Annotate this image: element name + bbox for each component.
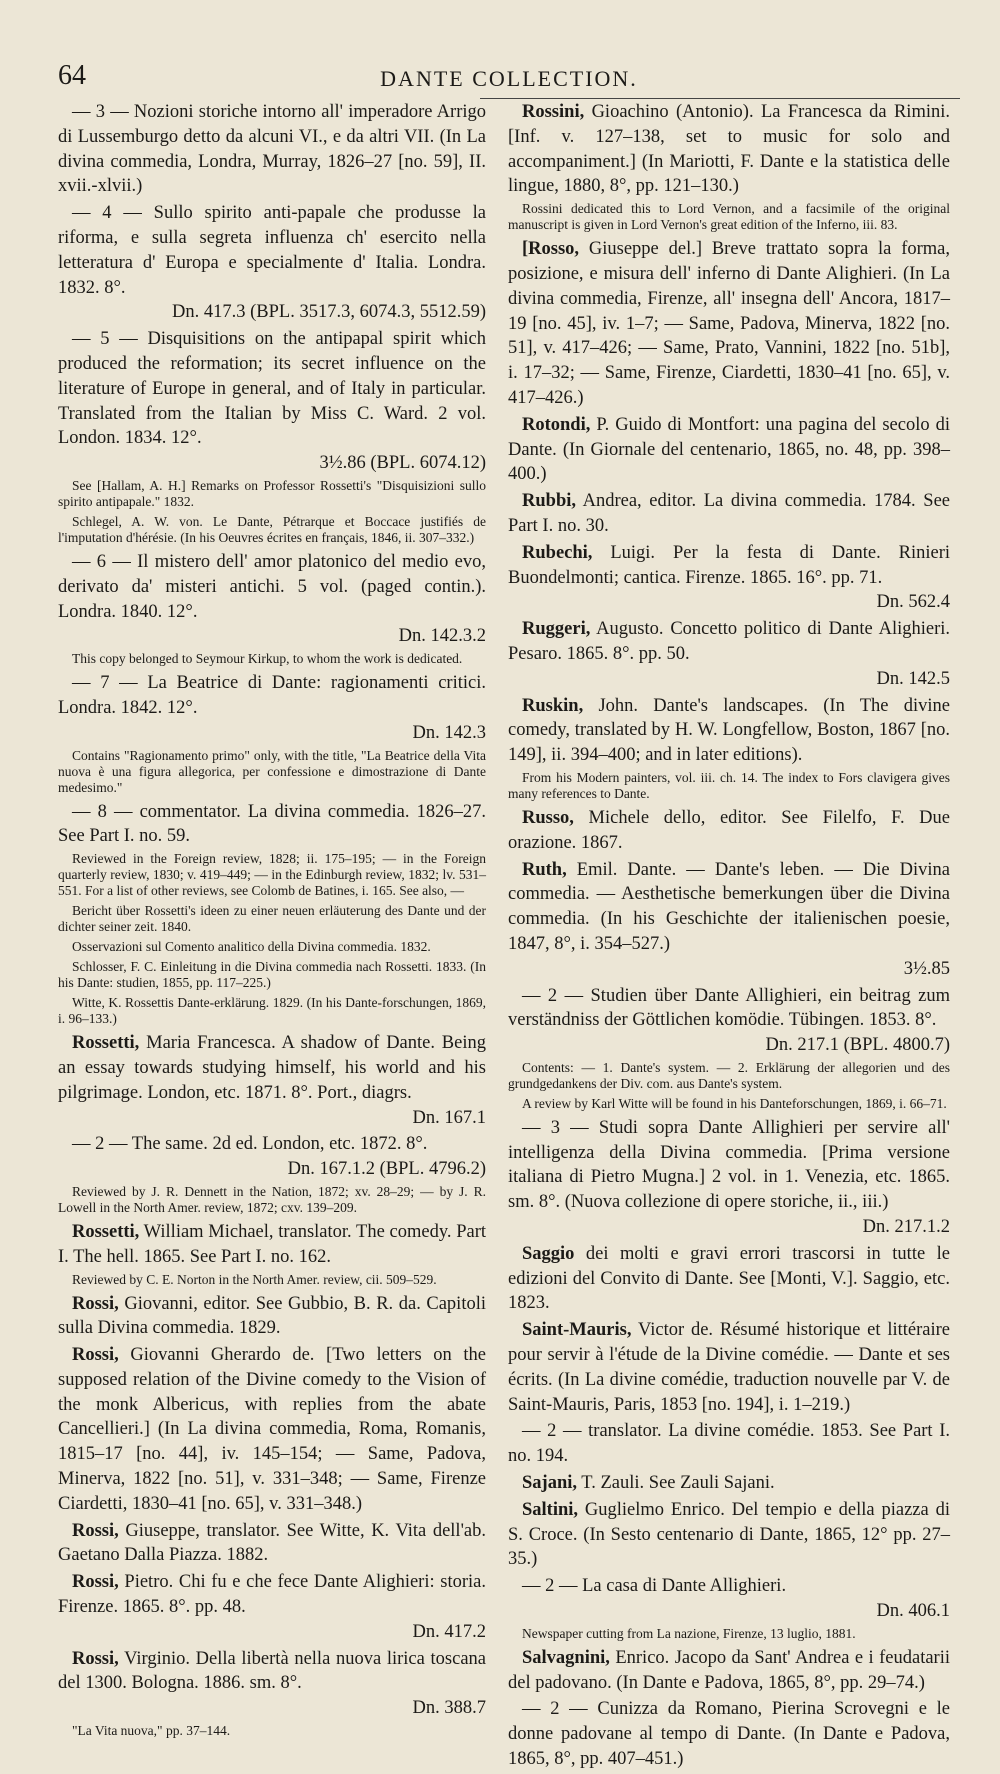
call-number: Dn. 406.1 (876, 1601, 950, 1622)
entry-heading: [Rosso, (522, 239, 580, 260)
entry-note: Contents: — 1. Dante's system. — 2. Erklärung der allegorien und des grundgedankens der Div. com. aus Dante's system. (508, 1059, 950, 1091)
entry-text: Augusto. Concetto politico di Dante Alighieri. Pesaro. 1865. 8°. pp. 50. (508, 619, 950, 664)
entry-text: John. Dante's landscapes. (In The divine comedy, translated by H. W. Longfellow, Boston, 1867 [no. 149], ii. 394–400; and in later editions). (508, 695, 950, 766)
running-title: DANTE COLLECTION. (380, 66, 638, 91)
entry-rossetti-gabriele-5: — 5 — Disquisitions on the antipapal spirit which produced the reformation; its secret influence on the literature of Europe in general, and of Italy in particular. Translated from the Italian by Miss C. Ward. 2 vol. London. 1834. 12°. (58, 329, 486, 449)
call-number: 3½.85 (903, 958, 950, 979)
entry-heading: Ruth, (522, 859, 567, 880)
entry-text: Pietro. Chi fu e che fece Dante Alighieri: storia. Firenze. 1865. 8°. pp. 48. (58, 1572, 486, 1618)
entry-text: Giuseppe del.] Breve trattato sopra la forma, posizione, e misura dell' inferno di Dante Alighieri. (In La divina commedia, Firenze, all' insegna dell' Ancora, 1817–19 [no. 45], iv. 1–7; — Same, Padova, Minerva, 1822 [no. 51], v. 417–426; — Same, Prato, Vannini, 1822 [no. 51b], i. 17–32; — Same, Firenze, Ciardetti, 1830–41 [no. 65], v. 417–426.) (508, 239, 950, 408)
call-number: Dn. 388.7 (412, 1698, 486, 1719)
entry-saggio (508, 1242, 950, 1316)
entry-russo (508, 806, 950, 856)
call-number: Dn. 217.1 (BPL. 4800.7) (765, 1035, 950, 1056)
call-number: 3½.86 (BPL. 6074.12) (319, 453, 486, 474)
entry-rossetti-maria-2: — 2 — The same. 2d ed. London, etc. 1872. 8°. (72, 1134, 428, 1155)
header-rule (480, 98, 960, 99)
entry-sajani (508, 1471, 950, 1496)
entry-text: William Michael, translator. The comedy. Part I. The hell. 1865. See Part I. no. 162. (58, 1221, 486, 1267)
call-number: Dn. 142.3.2 (398, 626, 486, 647)
entry-saint-mauris-2: — 2 — translator. La divine comédie. 1853. See Part I. no. 194. (508, 1421, 950, 1467)
entry-rossini (508, 100, 950, 199)
entry-text: Guglielmo Enrico. Del tempio e della piazza di S. Croce. (In Sesto centenario di Dante, 1865, 12° pp. 27–35.) (508, 1499, 950, 1570)
entry-rubbi (508, 489, 950, 539)
call-number: Dn. 167.1 (412, 1107, 486, 1128)
entry-note: Reviewed by C. E. Norton in the North Amer. review, cii. 509–529. (72, 1271, 437, 1287)
entry-text: Virginio. Della libertà nella nuova lirica toscana del 1300. Bologna. 1886. sm. 8°. (58, 1648, 486, 1694)
entry-text: dei molti e gravi errori trascorsi in tutte le edizioni del Convito di Dante. See [Monti, V.]. Saggio, etc. 1823. (508, 1243, 950, 1314)
entry-rossetti-gabriele-6: — 6 — Il mistero dell' amor platonico del medio evo, derivato da' misteri antichi. 5 vol. (paged contin.). Londra. 1840. 12°. (58, 551, 486, 622)
entry-salvagnini (508, 1646, 950, 1696)
entry-rossi-pietro (58, 1570, 486, 1620)
entry-note: Reviewed by J. R. Dennett in the Nation, 1872; xv. 28–29; — by J. R. Lowell in the North Amer. review, 1872; cxv. 139–209. (58, 1183, 486, 1215)
page-number: 64 (58, 60, 86, 91)
entry-rossetti-gabriele-4: — 4 — Sullo spirito anti-papale che produsse la riforma, e sulla segreta influenza ch' esercito nella letteratura d' Europa e specialmente d' Italia. Londra. 1832. 8°. (58, 203, 486, 298)
entry-text: P. Guido di Montfort: una pagina del secolo di Dante. (In Giornale del centenario, 1865, no. 48, pp. 398–400.) (508, 414, 950, 485)
entry-note: A review by Karl Witte will be found in his Danteforschungen, 1869, i. 66–71. (522, 1095, 947, 1111)
entry-salvagnini-2: — 2 — Cunizza da Romano, Pierina Scrovegni e le donne padovane al tempo di Dante. (In Dante e Padova, 1865, 8°, pp. 407–451.) (508, 1699, 950, 1770)
left-column (58, 100, 486, 1743)
entry-heading: Ruskin, (522, 695, 584, 716)
entry-rossetti-william (58, 1220, 486, 1270)
entry-heading: Salvagnini, (522, 1647, 610, 1668)
entry-note: This copy belonged to Seymour Kirkup, to whom the work is dedicated. (72, 651, 463, 667)
entry-ruggeri (508, 617, 950, 667)
entry-text: T. Zauli. See Zauli Sajani. (577, 1473, 775, 1494)
entry-rossi-giuseppe (58, 1519, 486, 1569)
entry-text: Giuseppe, translator. See Witte, K. Vita dell'ab. Gaetano Dalla Piazza. 1882. (58, 1520, 486, 1566)
entry-heading: Saint-Mauris, (522, 1320, 632, 1341)
entry-note: Newspaper cutting from La nazione, Firenze, 13 luglio, 1881. (522, 1625, 856, 1641)
call-number: Dn. 167.1.2 (BPL. 4796.2) (287, 1159, 486, 1180)
entry-note: Reviewed in the Foreign review, 1828; ii. 175–195; — in the Foreign quarterly review, 1830; v. 419–449; — in the Edinburgh review, 1832; lv. 531–551. For a list of other reviews, see Colomb de Batines, i. 165. See also, — (58, 851, 486, 899)
entry-saltini-2: — 2 — La casa di Dante Allighieri. (522, 1576, 787, 1597)
entry-heading: Rossi, (72, 1648, 119, 1669)
entry-heading: Rossi, (72, 1572, 119, 1593)
entry-rotondi (508, 413, 950, 487)
entry-ruth-3: — 3 — Studi sopra Dante Allighieri per servire all' intelligenza della Divina commedia. [Prima versione italiana di Pietro Mugna.] 2 vol. in 1. Venezia, etc. 1865. sm. 8°. (Nuova collezione di opere storiche, ii., iii.) (508, 1117, 950, 1213)
entry-note: Schlegel, A. W. von. Le Dante, Pétrarque et Boccace justifiés de l'imputation d'hérésie. (In his Oeuvres écrites en français, 1846, ii. 307–332.) (58, 513, 486, 545)
entry-text: Emil. Dante. — Dante's leben. — Die Divina commedia. — Aesthetische bemerkungen über die Divina commedia. (In his Geschichte der italienischen poesie, 1847, 8°, i. 354–527.) (508, 859, 950, 954)
page-header (58, 52, 960, 92)
call-number: Dn. 562.4 (876, 592, 950, 613)
entry-rossi-virginio (58, 1647, 486, 1697)
entry-heading: Rossetti, (72, 1221, 140, 1242)
entry-ruth-2: — 2 — Studien über Dante Allighieri, ein beitrag zum verständniss der Göttlichen komödie. Tübingen. 1853. 8°. (508, 985, 950, 1031)
entry-rossetti-gabriele-3: — 3 — Nozioni storiche intorno all' imperadore Arrigo di Lussemburgo detto da alcuni VI., e da altri VII. (In La divina commedia, Londra, Murray, 1826–27 [no. 59], II. xvii.-xlvii.) (58, 102, 486, 197)
entry-heading: Rubechi, (522, 542, 593, 563)
entry-text: Giovanni Gherardo de. [Two letters on the supposed relation of the Divine comedy to the Vision of the monk Albericus, with replies from the abate Cancellieri.] (In La divina commedia, Roma, Romanis, 1815–17 [no. 44], iv. 145–154; — Same, Padova, Minerva, 1822 [no. 51], v. 331–348; — Same, Firenze Ciardetti, 1830–41 [no. 65], v. 331–348.) (58, 1345, 486, 1514)
entry-text: Luigi. Per la festa di Dante. Rinieri Buondelmonti; cantica. Firenze. 1865. 16°. pp. 71. (508, 542, 950, 588)
entry-rossetti-maria (58, 1031, 486, 1105)
entry-heading: Ruggeri, (522, 619, 591, 640)
entry-ruth (508, 858, 950, 957)
entry-text: Maria Francesca. A shadow of Dante. Being an essay towards studying himself, his world and his pilgrimage. London, etc. 1871. 8°. Port., diagrs. (58, 1033, 486, 1103)
call-number: Dn. 217.1.2 (862, 1217, 950, 1238)
entry-heading: Rossini, (522, 102, 585, 122)
entry-note: See [Hallam, A. H.] Remarks on Professor Rossetti's "Disquisizioni sullo spirito antipapale." 1832. (58, 477, 486, 509)
call-number: Dn. 417.3 (BPL. 3517.3, 6074.3, 5512.59) (172, 302, 486, 323)
entry-heading: Rossi, (72, 1520, 119, 1541)
entry-note: From his Modern painters, vol. iii. ch. 14. The index to Fors clavigera gives many references to Dante. (508, 769, 950, 801)
entry-rossi-giovanni (58, 1292, 486, 1342)
entry-note: Contains "Ragionamento primo" only, with the title, "La Beatrice della Vita nuova è una figura allegorica, per confessione e dimostrazione di Dante medesimo." (58, 747, 486, 795)
entry-rossi-giovanni-gherardo (58, 1343, 486, 1517)
entry-heading: Rotondi, (522, 414, 591, 435)
call-number: Dn. 142.5 (876, 668, 950, 689)
call-number: Dn. 417.2 (412, 1621, 486, 1642)
entry-note: Bericht über Rossetti's ideen zu einer neuen erläuterung des Dante und der dichter seiner zeit. 1840. (58, 903, 486, 935)
entry-heading: Rubbi, (522, 491, 576, 512)
entry-text: Victor de. Résumé historique et littéraire pour servir à l'étude de la Divine comédie. — Dante et ses écrits. (In La divine comédie, traduction nouvelle par V. de Saint-Mauris, Paris, 1853 [no. 194], i. 1–219.) (508, 1320, 950, 1415)
entry-text: Gioachino (Antonio). La Francesca da Rimini. [Inf. v. 127–138, set to music for solo and accompaniment.] (In Mariotti, F. Dante e la statistica delle lingue, 1880, 8°, pp. 121–130.) (508, 102, 950, 197)
entry-note: Rossini dedicated this to Lord Vernon, and a facsimile of the original manuscript is given in Lord Vernon's great edition of the Inferno, iii. 83. (508, 201, 950, 233)
entry-note: Schlosser, F. C. Einleitung in die Divina commedia nach Rossetti. 1833. (In his Dante: studien, 1855, pp. 117–225.) (58, 959, 486, 991)
entry-text: Giovanni, editor. See Gubbio, B. R. da. Capitoli sulla Divina commedia. 1829. (58, 1293, 486, 1339)
entry-saint-mauris (508, 1318, 950, 1417)
entry-saltini (508, 1498, 950, 1572)
entry-heading: Russo, (522, 807, 574, 828)
entry-rossetti-gabriele-8: — 8 — commentator. La divina commedia. 1826–27. See Part I. no. 59. (58, 801, 486, 847)
entry-heading: Saltini, (522, 1499, 579, 1520)
entry-heading: Saggio (522, 1243, 575, 1264)
entry-heading: Rossi, (72, 1293, 119, 1314)
entry-text: Andrea, editor. La divina commedia. 1784. See Part I. no. 30. (508, 491, 950, 536)
entry-note: "La Vita nuova," pp. 37–144. (72, 1723, 231, 1739)
entry-text: Michele dello, editor. See Filelfo, F. Due orazione. 1867. (508, 807, 950, 853)
entry-ruskin (508, 694, 950, 768)
entry-text: Enrico. Jacopo da Sant' Andrea e i feudatarii del padovano. (In Dante e Padova, 1865, 8°, pp. 29–74.) (508, 1647, 950, 1693)
entry-rosso (508, 237, 950, 411)
entry-note: Witte, K. Rossettis Dante-erklärung. 1829. (In his Dante-forschungen, 1869, i. 96–133.) (58, 995, 486, 1027)
right-column (508, 100, 950, 1774)
entry-heading: Sajani, (522, 1473, 578, 1494)
entry-rubechi (508, 541, 950, 591)
entry-note: Osservazioni sul Comento analitico della Divina commedia. 1832. (72, 939, 431, 955)
entry-heading: Rossi, (72, 1345, 119, 1366)
entry-heading: Rossetti, (72, 1033, 140, 1054)
entry-rossetti-gabriele-7: — 7 — La Beatrice di Dante: ragionamenti critici. Londra. 1842. 12°. (58, 673, 486, 718)
call-number: Dn. 142.3 (412, 722, 486, 743)
